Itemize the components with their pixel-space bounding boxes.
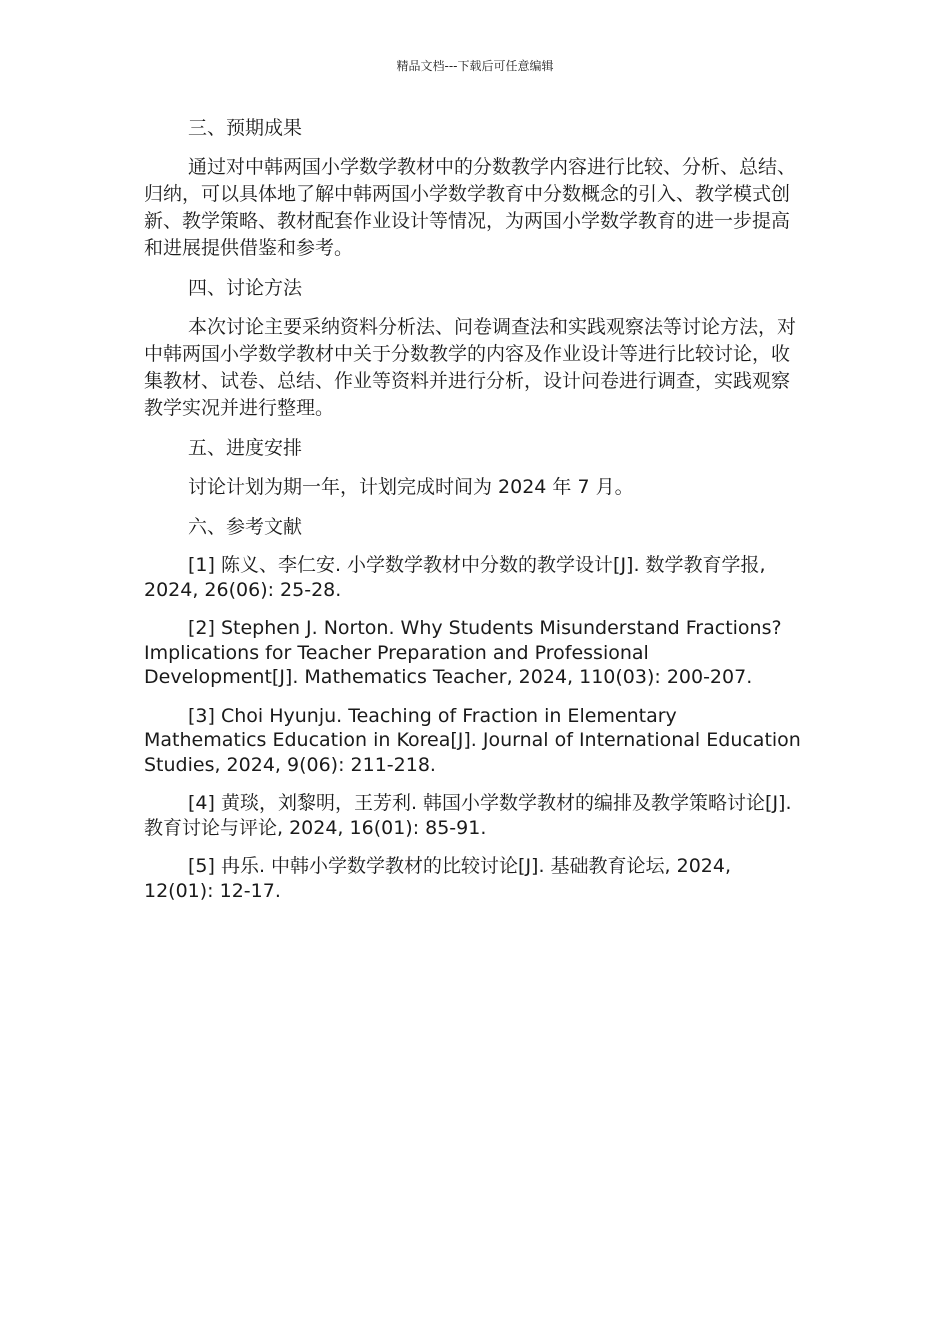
section-heading-outcomes: 三、预期成果 — [188, 117, 303, 139]
methods-paragraph: 本次讨论主要采纳资料分析法、问卷调查法和实践观察法等讨论方法，对中韩两国小学数学教材中关于分数教学的内容及作业设计等进行比较讨论，收集教材、试卷、总结、作业等资料并进行分析，设计问卷进行调查，实践观察教学实况并进行整理。 — [144, 316, 797, 419]
section-heading-references: 六、参考文献 — [188, 516, 303, 538]
section-heading-schedule: 五、进度安排 — [188, 437, 303, 459]
page-header: 精品文档---下载后可任意编辑 — [396, 59, 554, 73]
reference-item-5: [5] 冉乐. 中韩小学数学教材的比较讨论[J]. 基础教育论坛, 2024, 12(01): 12-17. — [144, 855, 732, 902]
reference-item-4: [4] 黄琰，刘黎明，王芳利. 韩国小学数学教材的编排及教学策略讨论[J]. 教育讨论与评论, 2024, 16(01): 85-91. — [144, 792, 792, 839]
outcomes-paragraph: 通过对中韩两国小学数学教材中的分数教学内容进行比较、分析、总结、归纳，可以具体地了解中韩两国小学数学教育中分数概念的引入、教学模式创新、教学策略、教材配套作业设计等情况，为两国小学数学教育的进一步提高和进展提供借鉴和参考。 — [144, 156, 797, 259]
schedule-paragraph: 讨论计划为期一年，计划完成时间为 2024 年 7 月。 — [188, 476, 634, 498]
reference-item-3: [3] Choi Hyunju. Teaching of Fraction in Elementary Mathematics Education in Korea[J]. Journal of International Education Studies, 2024, 9(06): 211-218. — [144, 704, 801, 776]
document-body — [144, 114, 804, 917]
reference-item-1: [1] 陈义、李仁安. 小学数学教材中分数的教学设计[J]. 数学教育学报, 2024, 26(06): 25-28. — [144, 554, 766, 601]
reference-item-2: [2] Stephen J. Norton. Why Students Misunderstand Fractions? Implications for Teacher Preparation and Professional Development[J]. Mathematics Teacher, 2024, 110(03): 200-207. — [144, 617, 782, 688]
section-heading-methods: 四、讨论方法 — [188, 277, 303, 299]
